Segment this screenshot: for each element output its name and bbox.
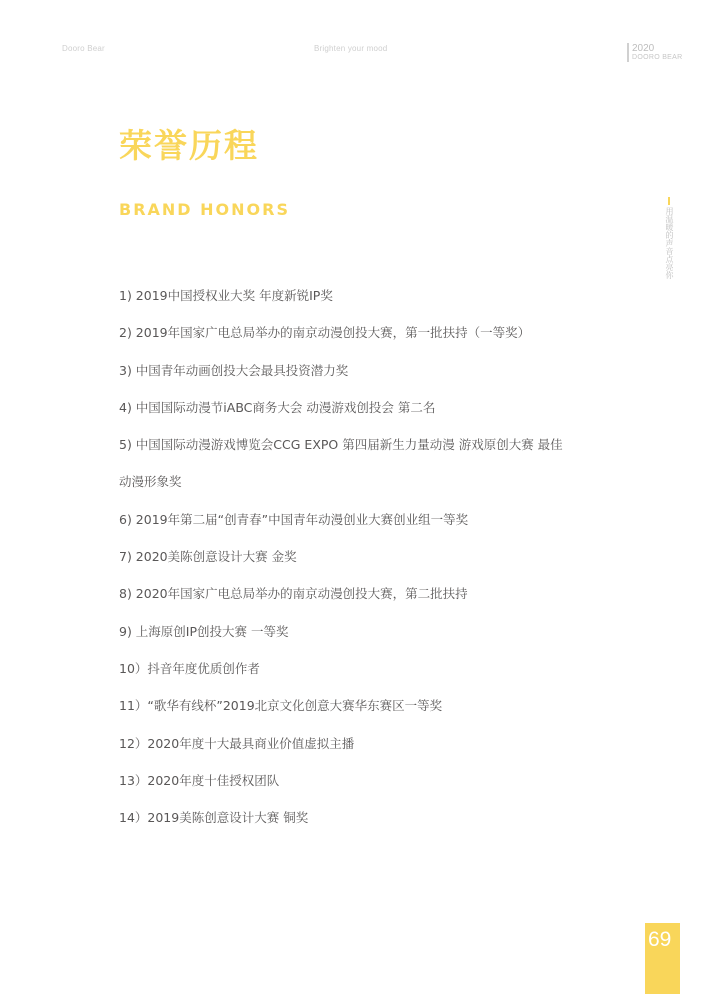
- honor-item: 11）“歌华有线杯”2019北京文化创意大赛华东赛区一等奖: [119, 698, 443, 714]
- page-subtitle: BRAND HONORS: [119, 200, 290, 219]
- honor-item: 4) 中国国际动漫节iABC商务大会 动漫游戏创投会 第二名: [119, 399, 436, 415]
- honor-item: 7) 2020美陈创意设计大赛 金奖: [119, 549, 297, 565]
- side-vertical-text: 用温暖的声音点亮你: [665, 207, 674, 279]
- honor-item: 2) 2019年国家广电总局举办的南京动漫创投大赛，第一批扶持（一等奖）: [119, 325, 531, 341]
- header-year-block: [627, 43, 682, 62]
- honor-item: 12）2020年度十大最具商业价值虚拟主播: [119, 735, 355, 751]
- side-accent-bar: [668, 197, 670, 205]
- honor-item: 1) 2019中国授权业大奖 年度新锐IP奖: [119, 288, 333, 303]
- honor-item: 13）2020年度十佳授权团队: [119, 772, 280, 788]
- header-brand-left: Dooro Bear: [62, 44, 105, 53]
- header-year: 2020: [632, 43, 655, 54]
- honor-item: 5) 中国国际动漫游戏博览会CCG EXPO 第四届新生力量动漫 游戏原创大赛 最佳: [119, 437, 563, 453]
- honors-list: [119, 277, 599, 836]
- honor-item: 10）抖音年度优质创作者: [119, 660, 260, 676]
- honor-item: 14）2019美陈创意设计大赛 铜奖: [119, 810, 309, 826]
- honor-item: 6) 2019年第二届“创青春”中国青年动漫创业大赛创业组一等奖: [119, 511, 469, 527]
- honor-item: 8) 2020年国家广电总局举办的南京动漫创投大赛，第二批扶持: [119, 586, 468, 602]
- header-slogan: Brighten your mood: [314, 44, 388, 53]
- page-number: 69: [648, 928, 672, 951]
- honor-item: 9) 上海原创IP创投大赛 一等奖: [119, 623, 289, 639]
- honor-item-continuation: 动漫形象奖: [119, 474, 182, 490]
- honor-item: 3) 中国青年动画创投大会最具投资潜力奖: [119, 362, 349, 378]
- page-title: 荣誉历程: [119, 126, 259, 165]
- header-brand-right: DOORO BEAR: [632, 54, 683, 61]
